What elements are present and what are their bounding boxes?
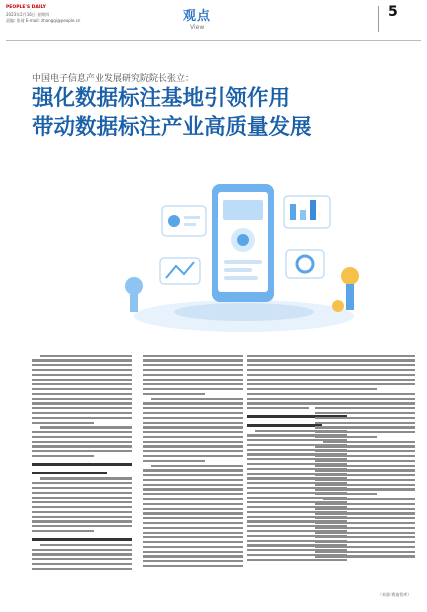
- text-line: [143, 474, 243, 476]
- text-line: [315, 379, 415, 381]
- text-line: [315, 412, 415, 414]
- text-line: [151, 465, 243, 467]
- text-line: [40, 477, 132, 479]
- article-kicker: 中国电子信息产业发展研究院院长张立：: [32, 74, 195, 84]
- text-line: [143, 445, 243, 447]
- text-line: [143, 436, 243, 438]
- masthead: [6, 5, 421, 35]
- text-line: [315, 474, 415, 476]
- text-line: [315, 426, 415, 428]
- text-line: [143, 355, 243, 357]
- text-line: [143, 431, 243, 433]
- text-line: [32, 482, 132, 484]
- text-line: [315, 359, 415, 361]
- text-line: [315, 436, 377, 438]
- text-line: [315, 465, 415, 467]
- subheading-line: [32, 463, 132, 466]
- text-line: [315, 460, 415, 462]
- subheading-line: [32, 538, 132, 541]
- text-line: [40, 426, 132, 428]
- text-line: [32, 492, 132, 494]
- text-line: [315, 488, 415, 490]
- text-line: [32, 501, 132, 503]
- text-line: [315, 402, 415, 404]
- text-line: [143, 503, 243, 505]
- text-line: [143, 450, 243, 452]
- text-line: [143, 455, 243, 457]
- text-line: [315, 374, 415, 376]
- text-line: [32, 383, 132, 385]
- text-line: [143, 359, 243, 361]
- text-line: [143, 546, 243, 548]
- text-line: [323, 393, 415, 395]
- text-line: [315, 450, 415, 452]
- text-line: [143, 555, 243, 557]
- text-line: [32, 525, 132, 527]
- text-line: [143, 426, 243, 428]
- body-column-2: [143, 352, 243, 584]
- text-line: [32, 511, 132, 513]
- text-line: [315, 355, 415, 357]
- editor-line: 责编: 张琦 E-mail: zhangqi@people.cn: [6, 18, 81, 23]
- text-line: [143, 527, 243, 529]
- text-line: [32, 455, 94, 457]
- text-line: [315, 469, 415, 471]
- text-line: [32, 568, 132, 570]
- text-line: [315, 445, 415, 447]
- text-line: [143, 498, 243, 500]
- text-line: [40, 355, 132, 357]
- text-line: [143, 536, 243, 538]
- text-line: [315, 555, 415, 557]
- page-number: 5: [388, 4, 398, 20]
- text-line: [315, 388, 377, 390]
- text-line: [315, 551, 415, 553]
- text-line: [32, 417, 132, 419]
- text-line: [32, 398, 132, 400]
- text-line: [32, 374, 132, 376]
- text-line: [315, 527, 415, 529]
- text-line: [315, 503, 415, 505]
- text-line: [143, 369, 243, 371]
- text-line: [315, 536, 415, 538]
- logo: PEOPLE'S DAILY: [6, 5, 46, 10]
- text-line: [143, 417, 243, 419]
- text-line: [143, 383, 243, 385]
- title-line-2: 带动数据标注产业高质量发展: [32, 115, 312, 140]
- text-line: [315, 508, 415, 510]
- text-line: [32, 558, 132, 560]
- article-title: [32, 84, 312, 142]
- header-rule: [6, 40, 421, 41]
- text-line: [143, 388, 243, 390]
- text-line: [315, 369, 415, 371]
- text-line: [151, 398, 243, 400]
- text-line: [315, 484, 415, 486]
- text-line: [32, 364, 132, 366]
- text-line: [32, 412, 132, 414]
- text-line: [143, 522, 243, 524]
- text-line: [315, 417, 415, 419]
- text-line: [315, 383, 415, 385]
- text-line: [143, 551, 243, 553]
- text-line: [143, 532, 243, 534]
- text-line: [32, 516, 132, 518]
- text-line: [143, 560, 243, 562]
- subheading-line: [32, 472, 107, 475]
- text-line: [315, 455, 415, 457]
- text-line: [315, 546, 415, 548]
- data-labeling-illustration-icon: [104, 166, 374, 338]
- text-line: [315, 541, 415, 543]
- text-line: [315, 493, 377, 495]
- text-line: [32, 393, 132, 395]
- body-column-1: [32, 352, 132, 584]
- text-line: [323, 498, 415, 500]
- text-line: [315, 398, 415, 400]
- text-line: [143, 441, 243, 443]
- text-line: [315, 422, 415, 424]
- text-line: [143, 412, 243, 414]
- text-line: [143, 469, 243, 471]
- body-column-4: [315, 352, 415, 584]
- text-line: [32, 549, 132, 551]
- text-line: [315, 522, 415, 524]
- text-line: [32, 436, 132, 438]
- text-line: [143, 422, 243, 424]
- text-line: [32, 530, 94, 532]
- text-line: [32, 431, 132, 433]
- text-line: [143, 512, 243, 514]
- section-subtitle: View: [190, 24, 205, 31]
- text-line: [32, 422, 94, 424]
- text-line: [315, 517, 415, 519]
- text-line: [32, 520, 132, 522]
- text-line: [40, 544, 132, 546]
- text-line: [32, 450, 132, 452]
- text-line: [32, 487, 132, 489]
- text-line: [315, 512, 415, 514]
- text-line: [143, 479, 243, 481]
- text-line: [32, 388, 132, 390]
- text-line: [143, 565, 243, 567]
- text-line: [32, 445, 132, 447]
- text-line: [323, 441, 415, 443]
- text-line: [315, 479, 415, 481]
- text-line: [32, 441, 132, 443]
- section-title: 观点: [183, 9, 212, 24]
- text-line: [143, 402, 243, 404]
- header-separator: [378, 6, 379, 32]
- text-line: [143, 484, 243, 486]
- subheading-line: [247, 424, 322, 427]
- text-line: [32, 497, 132, 499]
- text-line: [143, 379, 243, 381]
- text-line: [143, 460, 205, 462]
- text-line: [143, 488, 243, 490]
- source-credit: （来源:赛迪智库）: [378, 592, 412, 597]
- text-line: [32, 563, 132, 565]
- text-line: [143, 374, 243, 376]
- text-line: [247, 407, 309, 409]
- text-line: [32, 402, 132, 404]
- text-line: [143, 364, 243, 366]
- text-line: [315, 364, 415, 366]
- title-line-1: 强化数据标注基地引领作用: [32, 86, 291, 111]
- text-line: [32, 369, 132, 371]
- text-line: [32, 553, 132, 555]
- text-line: [143, 517, 243, 519]
- text-line: [32, 407, 132, 409]
- text-line: [32, 506, 132, 508]
- text-line: [315, 407, 415, 409]
- text-line: [143, 493, 243, 495]
- text-line: [143, 541, 243, 543]
- issue-date: 2023年2月16日 星期四: [6, 12, 50, 17]
- text-line: [32, 379, 132, 381]
- text-line: [32, 359, 132, 361]
- text-line: [143, 508, 243, 510]
- text-line: [143, 407, 243, 409]
- text-line: [315, 431, 415, 433]
- text-line: [143, 393, 205, 395]
- text-line: [315, 532, 415, 534]
